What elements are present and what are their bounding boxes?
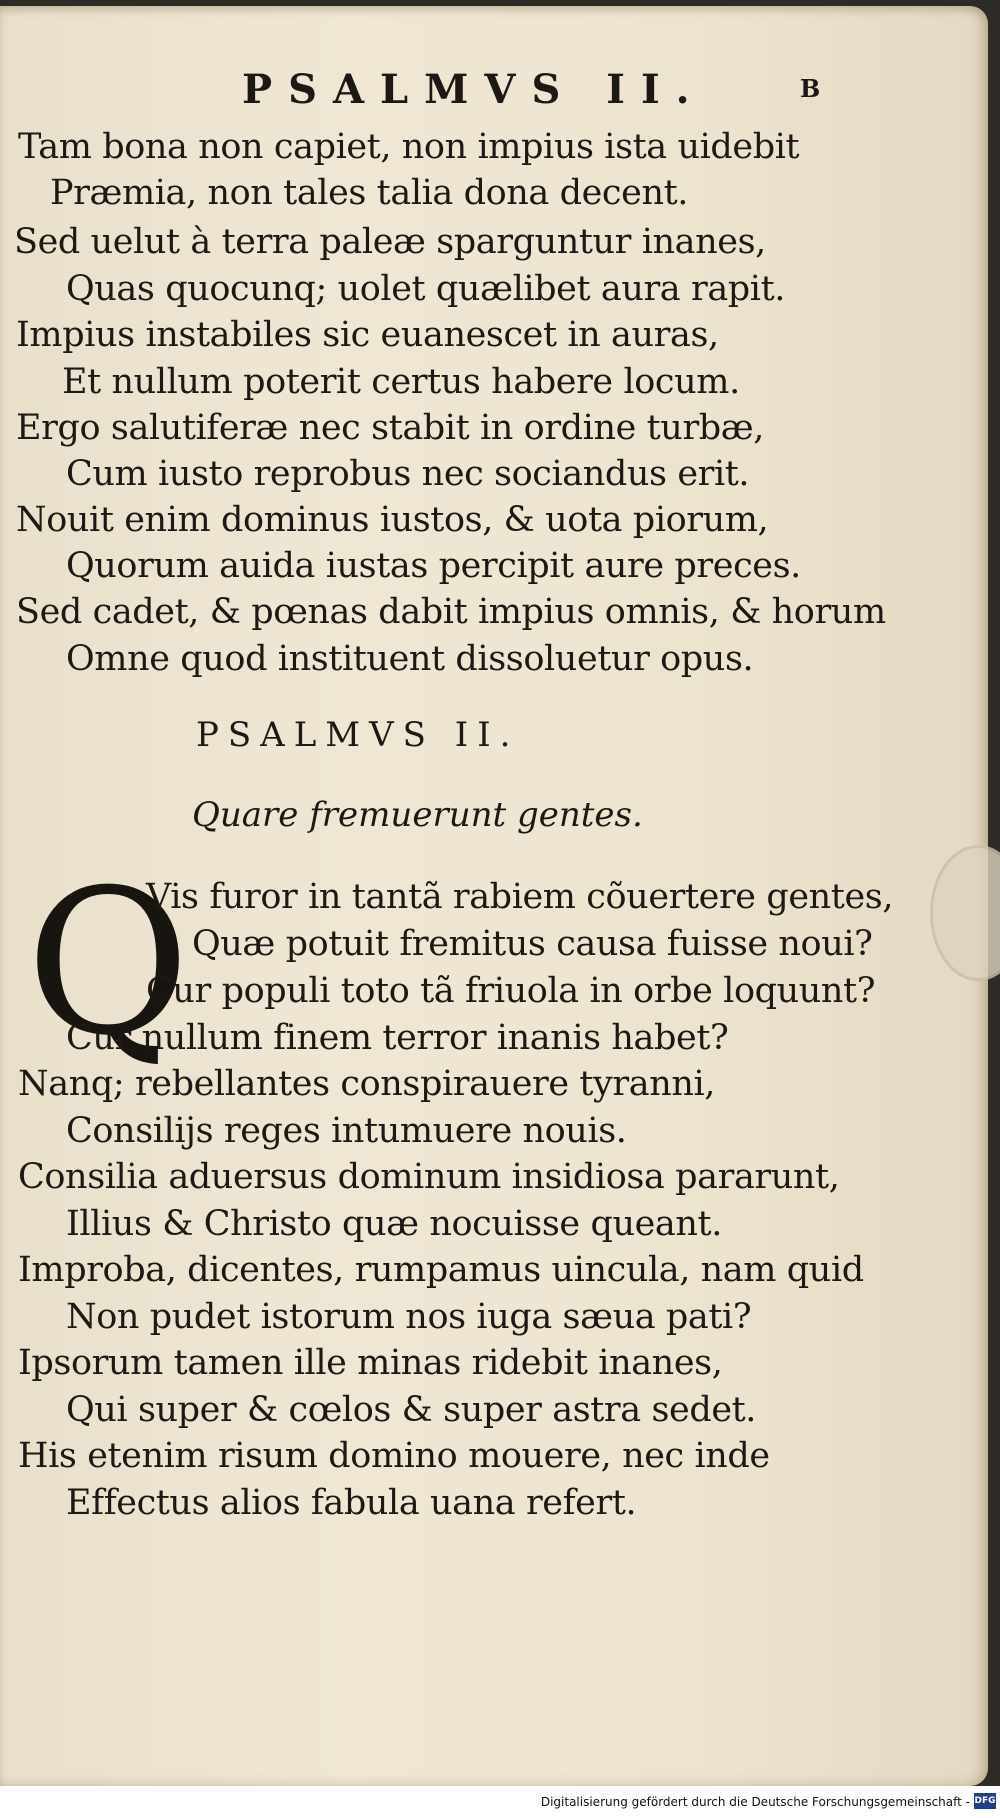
page-signature: B bbox=[800, 74, 821, 103]
book-page bbox=[0, 6, 988, 1786]
verse-line: Præmia, non tales talia dona decent. bbox=[50, 173, 688, 213]
funding-credit: Digitalisierung gefördert durch die Deutsche Forschungsgemeinschaft - bbox=[540, 1795, 970, 1809]
verse-line: Cum iusto reprobus nec sociandus erit. bbox=[66, 454, 750, 494]
verse-line: Cur nullum finem terror inanis habet? bbox=[66, 1018, 729, 1058]
verse-line: Ergo salutiferæ nec stabit in ordine turbæ, bbox=[16, 408, 764, 448]
verse-line: Quas quocunq; uolet quælibet aura rapit. bbox=[66, 269, 785, 309]
verse-line: Quæ potuit fremitus causa fuisse noui? bbox=[192, 924, 873, 964]
psalm-incipit: Quare fremuerunt gentes. bbox=[192, 795, 643, 835]
verse-line: Nouit enim dominus iustos, & uota piorum, bbox=[16, 500, 769, 540]
verse-line: Effectus alios fabula uana refert. bbox=[66, 1483, 637, 1523]
digitization-footer bbox=[0, 1786, 1000, 1818]
drop-cap: Q bbox=[26, 847, 190, 1080]
psalm-title: PSALMVS II. bbox=[196, 715, 520, 755]
verse-line: Non pudet istorum nos iuga sæua pati? bbox=[66, 1297, 752, 1337]
verse-line: Illius & Christo quæ nocuisse queant. bbox=[66, 1204, 722, 1244]
verse-line: Nanq; rebellantes conspirauere tyranni, bbox=[18, 1064, 716, 1104]
verse-line: Et nullum poterit certus habere locum. bbox=[62, 362, 740, 402]
verse-line: Sed uelut à terra paleæ sparguntur inanes, bbox=[14, 222, 766, 262]
verse-line: Consilijs reges intumuere nouis. bbox=[66, 1111, 627, 1151]
verse-line: Ipsorum tamen ille minas ridebit inanes, bbox=[18, 1343, 723, 1383]
running-head: PSALMVS II. bbox=[242, 66, 706, 113]
verse-line: His etenim risum domino mouere, nec inde bbox=[18, 1436, 770, 1476]
verse-line: Consilia aduersus dominum insidiosa pararunt, bbox=[18, 1157, 840, 1197]
verse-line: Impius instabiles sic euanescet in auras, bbox=[16, 315, 719, 355]
verse-line: Omne quod instituent dissoluetur opus. bbox=[66, 639, 754, 679]
verse-line: Qui super & cœlos & super astra sedet. bbox=[66, 1390, 757, 1430]
verse-line: Sed cadet, & pœnas dabit impius omnis, & horum bbox=[16, 592, 886, 632]
verse-line: Tam bona non capiet, non impius ista uidebit bbox=[18, 127, 800, 167]
verse-line: Improba, dicentes, rumpamus uincula, nam quid bbox=[18, 1250, 864, 1290]
verse-line: Cur populi toto tã friuola in orbe loquunt? bbox=[146, 971, 876, 1011]
dfg-logo: DFG bbox=[974, 1793, 996, 1809]
verse-line: Vis furor in tantã rabiem cõuertere gentes, bbox=[146, 877, 894, 917]
verse-line: Quorum auida iustas percipit aure preces. bbox=[66, 546, 801, 586]
